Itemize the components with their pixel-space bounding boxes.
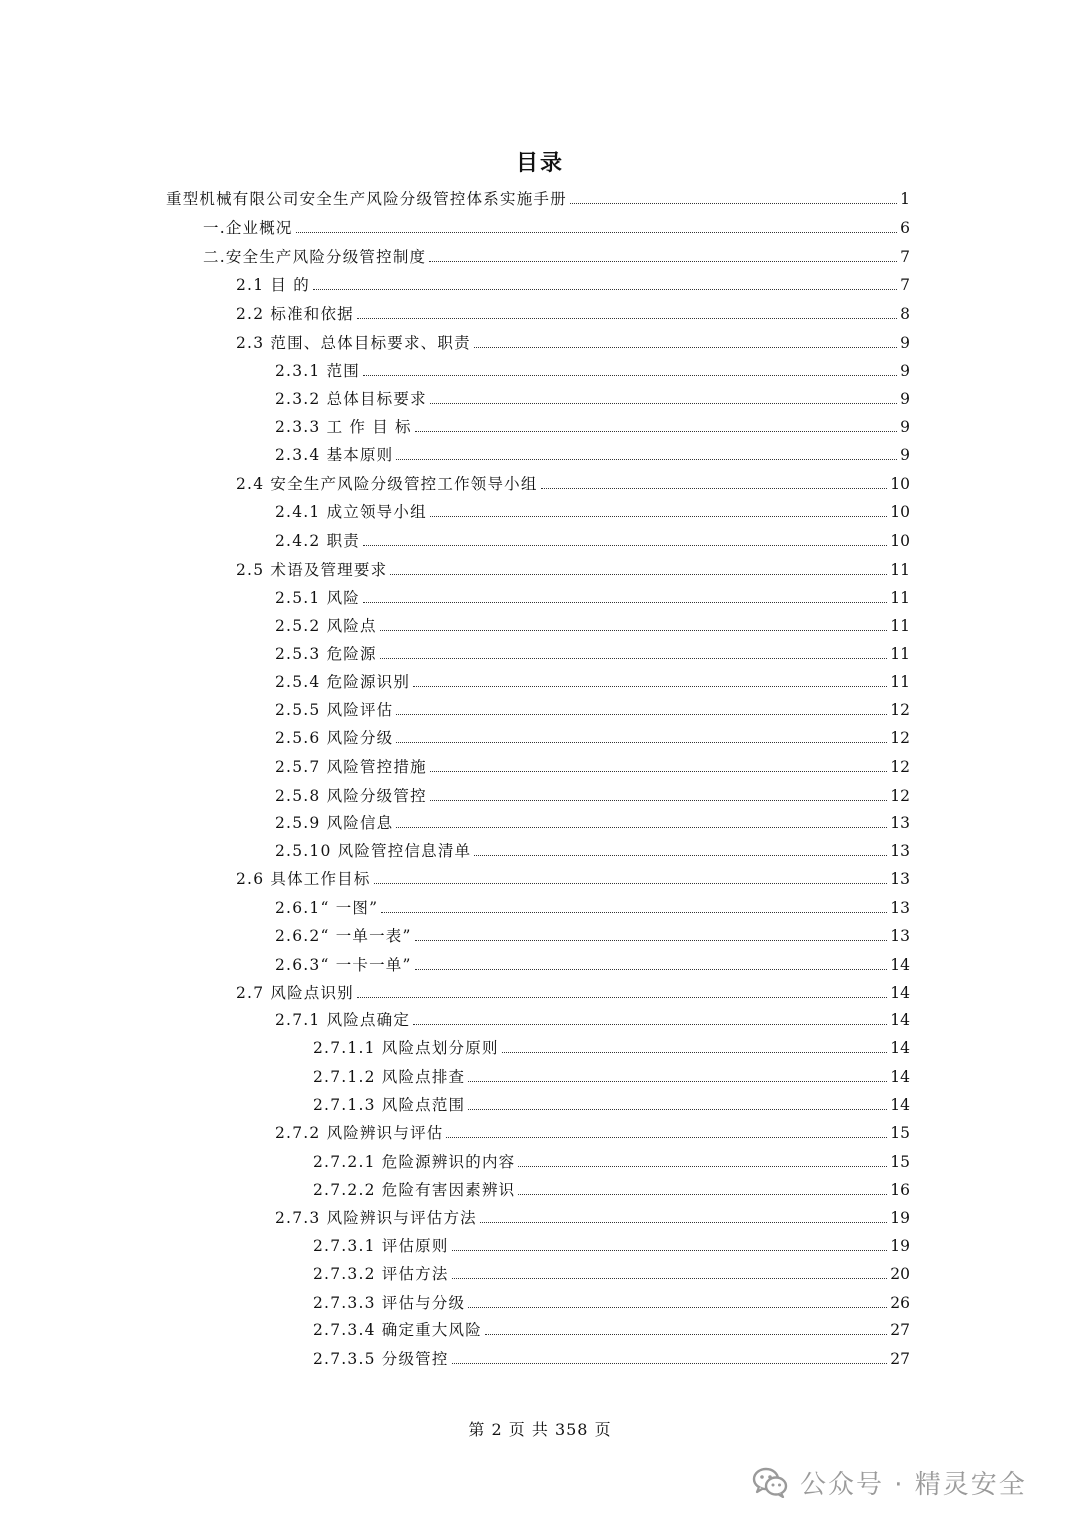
toc-entry-title: 2.3.2 总体目标要求 bbox=[275, 390, 427, 408]
toc-entry-page-number: 13 bbox=[890, 899, 910, 917]
toc-entry-page-number: 10 bbox=[890, 532, 910, 550]
toc-entry-title: 2.7.3.5 分级管控 bbox=[313, 1350, 449, 1368]
toc-entry-page-number: 11 bbox=[890, 673, 910, 691]
toc-entry[interactable] bbox=[275, 643, 910, 665]
toc-entry-page-number: 10 bbox=[890, 475, 910, 493]
toc-dot-leader bbox=[480, 1222, 887, 1223]
page-footer: 第 2 页 共 358 页 bbox=[468, 1420, 612, 1439]
toc-entry[interactable] bbox=[275, 388, 910, 410]
toc-dot-leader bbox=[415, 940, 888, 941]
toc-entry[interactable] bbox=[275, 587, 910, 609]
toc-entry[interactable] bbox=[313, 1263, 910, 1285]
page-title: 目录 bbox=[515, 150, 564, 176]
toc-entry-title: 2.6.2“ 一单一表” bbox=[275, 927, 412, 945]
toc-dot-leader bbox=[413, 686, 887, 687]
toc-entry-title: 2.5.8 风险分级管控 bbox=[275, 787, 427, 805]
toc-dot-leader bbox=[415, 969, 888, 970]
toc-dot-leader bbox=[446, 1137, 887, 1138]
toc-entry-page-number: 19 bbox=[890, 1209, 910, 1227]
toc-entry-title: 2.5 术语及管理要求 bbox=[236, 561, 388, 579]
toc-dot-leader bbox=[570, 203, 897, 204]
toc-dot-leader bbox=[363, 375, 897, 376]
watermark-text: 公众号 · 精灵安全 bbox=[800, 1469, 1027, 1500]
toc-dot-leader bbox=[413, 1024, 887, 1025]
toc-entry-page-number: 7 bbox=[900, 276, 910, 294]
toc-entry-title: 2.7.3.1 评估原则 bbox=[313, 1237, 449, 1255]
toc-entry-page-number: 19 bbox=[890, 1237, 910, 1255]
toc-entry-page-number: 14 bbox=[890, 1068, 910, 1086]
toc-entry-page-number: 7 bbox=[900, 248, 910, 266]
toc-entry-title: 2.7.1.2 风险点排查 bbox=[313, 1068, 466, 1086]
toc-entry-page-number: 6 bbox=[900, 219, 910, 237]
toc-entry-title: 2.5.5 风险评估 bbox=[275, 701, 394, 719]
toc-dot-leader bbox=[363, 545, 887, 546]
toc-dot-leader bbox=[374, 883, 888, 884]
toc-entry-page-number: 14 bbox=[890, 1011, 910, 1029]
toc-entry-title: 2.5.9 风险信息 bbox=[275, 814, 394, 832]
toc-entry-page-number: 14 bbox=[890, 1039, 910, 1057]
toc-entry[interactable] bbox=[275, 699, 910, 721]
toc-entry[interactable] bbox=[313, 1235, 910, 1257]
toc-entry-page-number: 9 bbox=[900, 362, 910, 380]
toc-entry[interactable] bbox=[236, 982, 910, 1004]
toc-entry-title: 2.7.3.2 评估方法 bbox=[313, 1265, 449, 1283]
toc-entry-page-number: 12 bbox=[890, 729, 910, 747]
toc-entry[interactable] bbox=[275, 785, 910, 807]
toc-entry-title: 2.6.1“ 一图” bbox=[275, 899, 379, 917]
toc-entry-title: 2.5.2 风险点 bbox=[275, 617, 377, 635]
toc-entry-page-number: 1 bbox=[900, 190, 910, 208]
toc-entry[interactable] bbox=[275, 444, 910, 466]
toc-entry-page-number: 9 bbox=[900, 418, 910, 436]
toc-dot-leader bbox=[429, 261, 897, 262]
toc-dot-leader bbox=[380, 658, 888, 659]
toc-entry-title: 2.7.1.1 风险点划分原则 bbox=[313, 1039, 499, 1057]
toc-entry[interactable] bbox=[236, 559, 910, 581]
toc-entry-title: 2.3 范围、总体目标要求、职责 bbox=[236, 334, 471, 352]
toc-entry-page-number: 15 bbox=[890, 1124, 910, 1142]
toc-entry[interactable] bbox=[166, 188, 910, 210]
toc-entry-page-number: 9 bbox=[900, 334, 910, 352]
toc-entry-title: 2.5.6 风险分级 bbox=[275, 729, 394, 747]
toc-dot-leader bbox=[313, 289, 897, 290]
toc-entry[interactable] bbox=[275, 897, 910, 919]
toc-entry-title: 2.5.4 危险源识别 bbox=[275, 673, 411, 691]
toc-entry-title: 2.5.3 危险源 bbox=[275, 645, 377, 663]
toc-entry[interactable] bbox=[313, 1151, 910, 1173]
toc-dot-leader bbox=[518, 1166, 887, 1167]
toc-entry[interactable] bbox=[236, 332, 910, 354]
toc-entry[interactable] bbox=[275, 671, 910, 693]
toc-entry-page-number: 26 bbox=[890, 1294, 910, 1312]
toc-entry[interactable] bbox=[275, 812, 910, 834]
toc-entry[interactable] bbox=[275, 756, 910, 778]
watermark bbox=[752, 1460, 1027, 1504]
toc-entry-page-number: 9 bbox=[900, 446, 910, 464]
toc-entry-page-number: 13 bbox=[890, 870, 910, 888]
toc-entry-title: 重型机械有限公司安全生产风险分级管控体系实施手册 bbox=[166, 190, 567, 208]
toc-dot-leader bbox=[430, 403, 897, 404]
toc-entry-title: 2.5.1 风险 bbox=[275, 589, 360, 607]
toc-entry-page-number: 11 bbox=[890, 617, 910, 635]
toc-entry-title: 2.2 标准和依据 bbox=[236, 305, 354, 323]
toc-dot-leader bbox=[430, 771, 887, 772]
toc-entry[interactable] bbox=[275, 925, 910, 947]
toc-entry[interactable] bbox=[275, 954, 910, 976]
toc-entry-title: 2.5.10 风险管控信息清单 bbox=[275, 842, 472, 860]
toc-entry-title: 2.6.3“ 一卡一单” bbox=[275, 956, 412, 974]
toc-dot-leader bbox=[396, 742, 887, 743]
toc-dot-leader bbox=[396, 459, 897, 460]
toc-dot-leader bbox=[357, 997, 887, 998]
toc-entry[interactable] bbox=[313, 1292, 910, 1314]
toc-entry-title: 2.5.7 风险管控措施 bbox=[275, 758, 427, 776]
toc-dot-leader bbox=[452, 1278, 888, 1279]
toc-entry-page-number: 11 bbox=[890, 589, 910, 607]
toc-entry-title: 2.7.1.3 风险点范围 bbox=[313, 1096, 466, 1114]
toc-dot-leader bbox=[357, 318, 897, 319]
toc-entry[interactable] bbox=[275, 1207, 910, 1229]
toc-dot-leader bbox=[390, 574, 887, 575]
wechat-icon bbox=[752, 1466, 788, 1498]
toc-entry-title: 2.3.3 工 作 目 标 bbox=[275, 418, 412, 436]
toc-entry-title: 2.4.2 职责 bbox=[275, 532, 360, 550]
toc-entry-title: 2.7.2.1 危险源辨识的内容 bbox=[313, 1153, 516, 1171]
toc-dot-leader bbox=[396, 827, 887, 828]
toc-entry[interactable] bbox=[313, 1179, 910, 1201]
toc-entry[interactable] bbox=[236, 303, 910, 325]
toc-entry-title: 2.7.3.3 评估与分级 bbox=[313, 1294, 466, 1312]
toc-dot-leader bbox=[468, 1081, 887, 1082]
toc-entry[interactable] bbox=[275, 840, 910, 862]
toc-dot-leader bbox=[296, 232, 897, 233]
toc-entry[interactable] bbox=[313, 1094, 910, 1116]
toc-dot-leader bbox=[474, 855, 887, 856]
toc-entry[interactable] bbox=[275, 1009, 910, 1031]
toc-entry[interactable] bbox=[275, 360, 910, 382]
toc-entry-page-number: 12 bbox=[890, 787, 910, 805]
toc-entry-page-number: 14 bbox=[890, 984, 910, 1002]
toc-entry[interactable] bbox=[236, 868, 910, 890]
toc-entry-title: 2.4 安全生产风险分级管控工作领导小组 bbox=[236, 475, 538, 493]
toc-dot-leader bbox=[502, 1052, 888, 1053]
toc-entry[interactable] bbox=[275, 727, 910, 749]
toc-entry[interactable] bbox=[203, 217, 910, 239]
toc-dot-leader bbox=[468, 1109, 887, 1110]
toc-dot-leader bbox=[430, 516, 887, 517]
toc-entry-title: 2.6 具体工作目标 bbox=[236, 870, 371, 888]
toc-entry-page-number: 8 bbox=[900, 305, 910, 323]
toc-entry-page-number: 11 bbox=[890, 561, 910, 579]
toc-entry-title: 2.7.3.4 确定重大风险 bbox=[313, 1321, 482, 1339]
toc-entry-page-number: 9 bbox=[900, 390, 910, 408]
toc-entry-page-number: 16 bbox=[890, 1181, 910, 1199]
toc-dot-leader bbox=[415, 431, 897, 432]
toc-entry-title: 2.7.3 风险辨识与评估方法 bbox=[275, 1209, 477, 1227]
toc-entry-page-number: 10 bbox=[890, 503, 910, 521]
toc-entry-page-number: 12 bbox=[890, 701, 910, 719]
toc-entry[interactable] bbox=[203, 246, 910, 268]
toc-entry-title: 2.7.1 风险点确定 bbox=[275, 1011, 411, 1029]
toc-dot-leader bbox=[474, 347, 897, 348]
toc-entry-title: 2.7.2 风险辨识与评估 bbox=[275, 1124, 444, 1142]
toc-entry[interactable] bbox=[275, 530, 910, 552]
toc-dot-leader bbox=[381, 912, 887, 913]
toc-entry-title: 一.企业概况 bbox=[203, 219, 293, 237]
toc-entry[interactable] bbox=[275, 501, 910, 523]
toc-entry-title: 2.4.1 成立领导小组 bbox=[275, 503, 427, 521]
toc-entry-page-number: 15 bbox=[890, 1153, 910, 1171]
toc-entry[interactable] bbox=[275, 615, 910, 637]
toc-entry-page-number: 13 bbox=[890, 842, 910, 860]
toc-dot-leader bbox=[430, 800, 887, 801]
toc-entry[interactable] bbox=[236, 274, 910, 296]
toc-entry-page-number: 13 bbox=[890, 927, 910, 945]
toc-dot-leader bbox=[468, 1307, 887, 1308]
toc-dot-leader bbox=[396, 714, 887, 715]
toc-entry-page-number: 11 bbox=[890, 645, 910, 663]
toc-dot-leader bbox=[518, 1194, 887, 1195]
toc-dot-leader bbox=[485, 1334, 887, 1335]
toc-entry[interactable] bbox=[313, 1348, 910, 1370]
toc-entry-page-number: 27 bbox=[890, 1350, 910, 1368]
toc-entry-title: 二.安全生产风险分级管控制度 bbox=[203, 248, 427, 266]
toc-entry[interactable] bbox=[236, 473, 910, 495]
toc-entry-title: 2.7 风险点识别 bbox=[236, 984, 354, 1002]
toc-dot-leader bbox=[541, 488, 888, 489]
toc-entry-title: 2.3.4 基本原则 bbox=[275, 446, 394, 464]
toc-entry-page-number: 20 bbox=[890, 1265, 910, 1283]
toc-entry-title: 2.7.2.2 危险有害因素辨识 bbox=[313, 1181, 516, 1199]
toc-entry-page-number: 13 bbox=[890, 814, 910, 832]
toc-entry-page-number: 14 bbox=[890, 956, 910, 974]
toc-entry[interactable] bbox=[275, 1122, 910, 1144]
toc-entry-page-number: 27 bbox=[890, 1321, 910, 1339]
toc-entry[interactable] bbox=[313, 1037, 910, 1059]
toc-entry-title: 2.1 目 的 bbox=[236, 276, 310, 294]
toc-entry-page-number: 14 bbox=[890, 1096, 910, 1114]
toc-entry-title: 2.3.1 范围 bbox=[275, 362, 360, 380]
toc-dot-leader bbox=[452, 1363, 888, 1364]
toc-entry[interactable] bbox=[313, 1319, 910, 1341]
toc-dot-leader bbox=[380, 630, 888, 631]
toc-dot-leader bbox=[452, 1250, 888, 1251]
toc-entry[interactable] bbox=[313, 1066, 910, 1088]
toc-dot-leader bbox=[363, 602, 887, 603]
toc-entry[interactable] bbox=[275, 416, 910, 438]
toc-entry-page-number: 12 bbox=[890, 758, 910, 776]
